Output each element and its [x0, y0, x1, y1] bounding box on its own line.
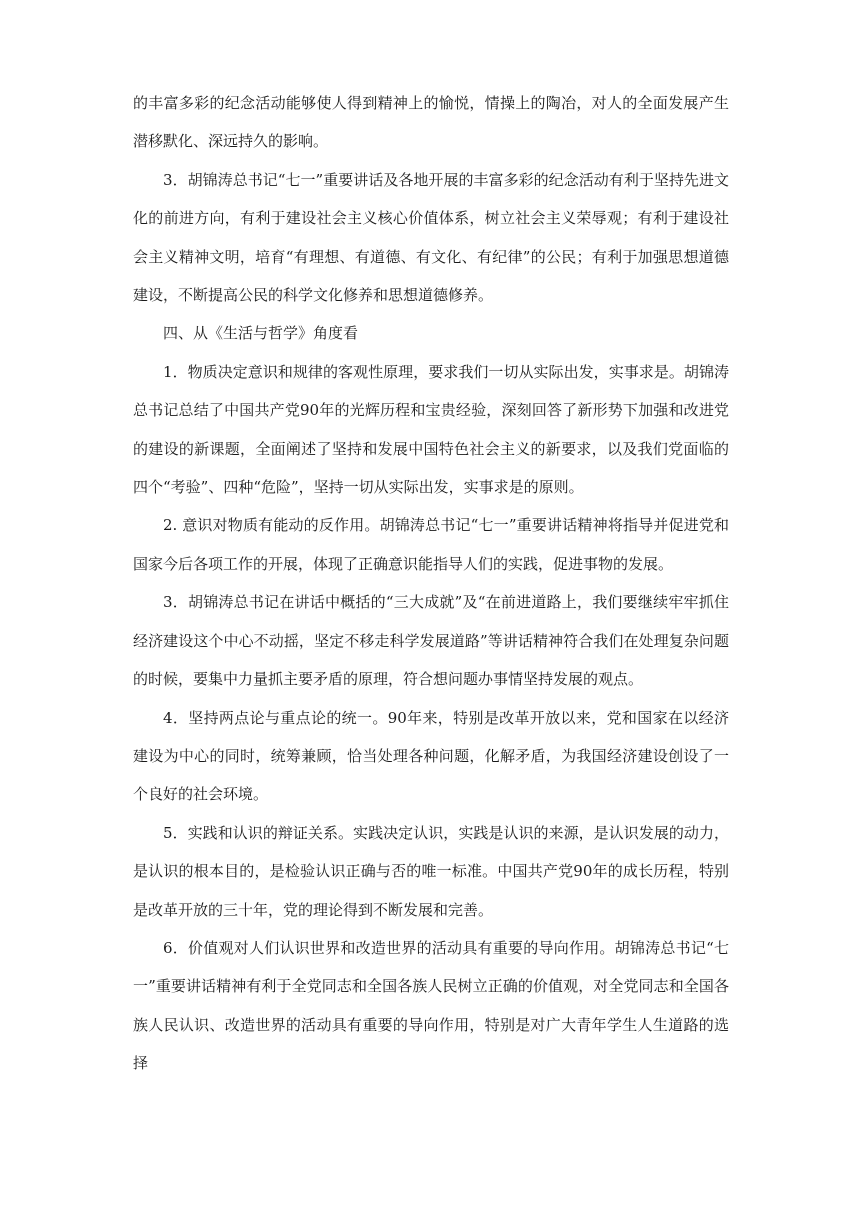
paragraph-philosophy-3: 3．胡锦涛总书记在讲话中概括的“三大成就”及“在前进道路上，我们要继续牢牢抓住经济建设这个中心不动摇，坚定不移走科学发展道路”等讲话精神符合我们在处理复杂问题的时候，要集中力量抓主要矛盾的原理，符合想问题办事情坚持发展的观点。: [133, 593, 729, 689]
paragraph-philosophy-1: 1．物质决定意识和规律的客观性原理，要求我们一切从实际出发，实事求是。胡锦涛总书记总结了中国共产党90年的光辉历程和宝贵经验，深刻回答了新形势下加强和改进党的建设的新课题，全面阐述了坚持和发展中国特色社会主义的新要求，以及我们党面临的四个“考验”、四种“危险”，坚持一切从实际出发，实事求是的原则。: [133, 362, 729, 497]
paragraph-culture-3: 3．胡锦涛总书记“七一”重要讲话及各地开展的丰富多彩的纪念活动有利于坚持先进文化的前进方向，有利于建设社会主义核心价值体系，树立社会主义荣辱观；有利于建设社会主义精神文明，培育“有理想、有道德、有文化、有纪律”的公民；有利于加强思想道德建设，不断提高公民的科学文化修养和思想道德修养。: [133, 170, 729, 305]
section-heading-philosophy: 四、从《生活与哲学》角度看: [163, 324, 359, 343]
paragraph-philosophy-4: 4．坚持两点论与重点论的统一。90年来，特别是改革开放以来，党和国家在以经济建设为中心的同时，统筹兼顾，恰当处理各种问题，化解矛盾，为我国经济建设创设了一个良好的社会环境。: [133, 708, 729, 804]
paragraph-philosophy-2: 2. 意识对物质有能动的反作用。胡锦涛总书记“七一”重要讲话精神将指导并促进党和国家今后各项工作的开展，体现了正确意识能指导人们的实践，促进事物的发展。: [133, 516, 729, 573]
paragraph-philosophy-6: 6．价值观对人们认识世界和改造世界的活动具有重要的导向作用。胡锦涛总书记“七一”重要讲话精神有利于全党同志和全国各族人民树立正确的价值观，对全党同志和全国各族人民认识、改造世界的活动具有重要的导向作用，特别是对广大青年学生人生道路的选择: [133, 938, 729, 1073]
paragraph-philosophy-5: 5．实践和认识的辩证关系。实践决定认识，实践是认识的来源，是认识发展的动力，是认识的根本目的，是检验认识正确与否的唯一标准。中国共产党90年的成长历程，特别是改革开放的三十年，党的理论得到不断发展和完善。: [133, 823, 729, 919]
paragraph-continued: 的丰富多彩的纪念活动能够使人得到精神上的愉悦，情操上的陶冶，对人的全面发展产生潜移默化、深远持久的影响。: [133, 94, 729, 151]
document-body: [133, 84, 729, 1083]
